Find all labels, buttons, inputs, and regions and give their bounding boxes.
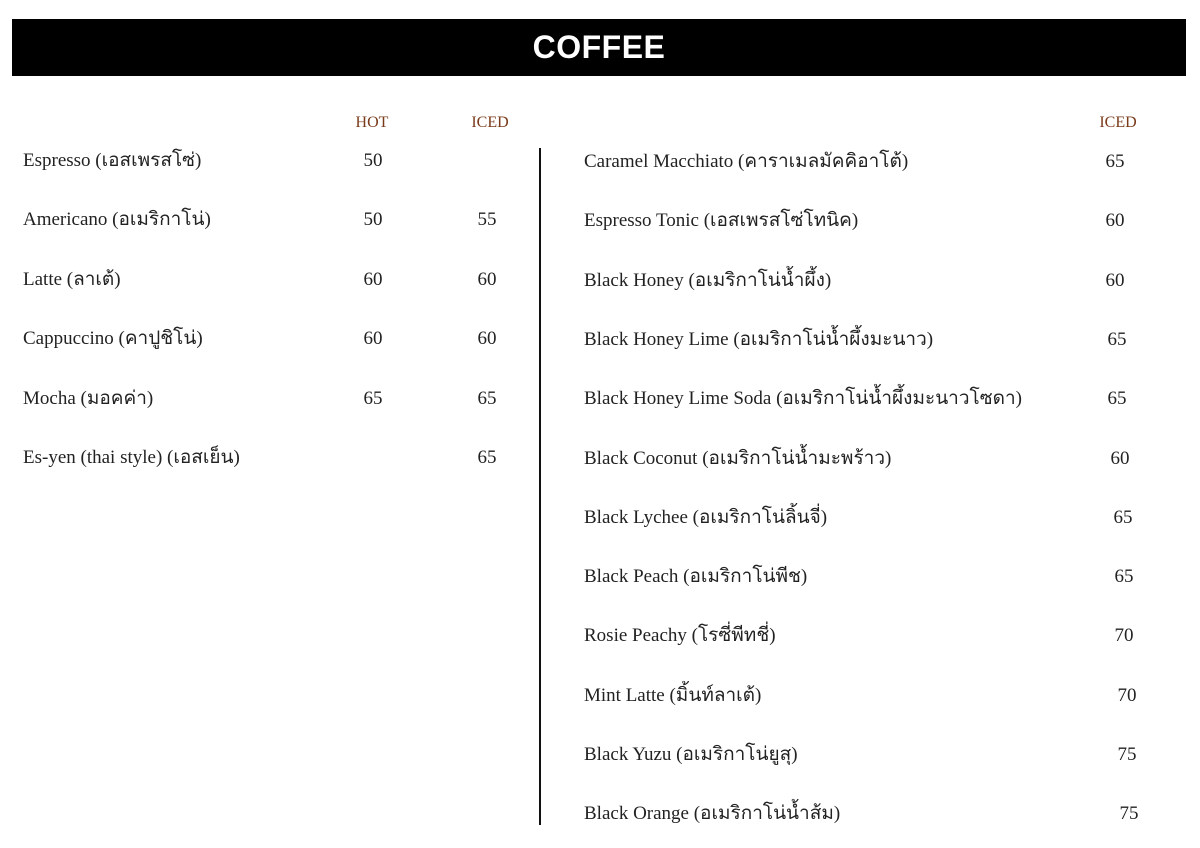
hot-price: 60: [363, 328, 383, 350]
item-name: Rosie Peachy (โรซี่พีทชี่): [584, 625, 776, 647]
iced-price: 75: [1117, 744, 1137, 765]
menu-row: [0, 147, 1200, 177]
iced-price: 60: [477, 328, 497, 350]
item-name: Espresso (เอสเพรสโซ่): [23, 150, 202, 171]
iced-price: 60: [1110, 447, 1130, 469]
item-name: Caramel Macchiato (คาราเมลมัคคิอาโต้): [584, 151, 909, 172]
iced-price: 65: [1113, 506, 1133, 528]
iced-price: 70: [1114, 625, 1134, 647]
iced-price: 75: [1119, 803, 1139, 825]
item-name: Espresso Tonic (เอสเพรสโซ่โทนิค): [584, 210, 859, 232]
hot-price: 50: [363, 150, 383, 171]
iced-price: 65: [477, 447, 497, 468]
hot-price: 50: [363, 209, 383, 231]
iced-price: 65: [1114, 566, 1134, 588]
menu-row: [0, 562, 1200, 592]
menu-row: [0, 266, 1200, 296]
menu-row: [0, 384, 1200, 414]
item-name: Latte (ลาเต้): [23, 268, 121, 290]
iced-price: 60: [1105, 210, 1125, 232]
menu-row: [0, 325, 1200, 355]
iced-price: 55: [477, 209, 497, 231]
menu-row: [0, 621, 1200, 651]
menu-row: [0, 740, 1200, 770]
item-name: Black Honey (อเมริกาโน่น้ำผึ้ง): [584, 269, 832, 291]
item-name: Black Honey Lime Soda (อเมริกาโน่น้ำผึ้งมะนาวโซดา): [584, 388, 1022, 410]
title-banner: [12, 19, 1186, 76]
item-name: Black Yuzu (อเมริกาโน่ยูสุ): [584, 744, 798, 765]
menu-row: [0, 799, 1200, 829]
menu-row: [0, 206, 1200, 236]
iced-price: 65: [1105, 151, 1125, 172]
iced-price: 65: [477, 387, 497, 409]
menu-row: [0, 681, 1200, 711]
item-name: Black Orange (อเมริกาโน่น้ำส้ม): [584, 803, 841, 825]
iced-price: 65: [1107, 388, 1127, 410]
iced-price: 65: [1107, 328, 1127, 350]
page-title: COFFEE: [532, 29, 666, 65]
item-name: Mocha (มอคค่า): [23, 387, 154, 409]
item-name: Mint Latte (มิ้นท์ลาเต้): [584, 684, 762, 706]
item-name: Black Honey Lime (อเมริกาโน่น้ำผึ้งมะนาว): [584, 328, 934, 350]
item-name: Cappuccino (คาปูชิโน่): [23, 328, 203, 350]
hot-price: 65: [363, 387, 383, 409]
left-iced-header: ICED: [471, 114, 509, 131]
column-divider: [539, 148, 541, 825]
menu-row: [0, 444, 1200, 474]
iced-price: 70: [1117, 684, 1137, 706]
right-iced-header: ICED: [1099, 114, 1137, 131]
item-name: Es-yen (thai style) (เอสเย็น): [23, 447, 240, 468]
item-name: Black Coconut (อเมริกาโน่น้ำมะพร้าว): [584, 447, 892, 469]
iced-price: 60: [1105, 269, 1125, 291]
left-hot-header: HOT: [355, 114, 389, 131]
menu-row: [0, 503, 1200, 533]
item-name: Black Peach (อเมริกาโน่พีช): [584, 566, 808, 588]
iced-price: 60: [477, 268, 497, 290]
hot-price: 60: [363, 268, 383, 290]
item-name: Americano (อเมริกาโน่): [23, 209, 211, 231]
item-name: Black Lychee (อเมริกาโน่ลิ้นจี่): [584, 506, 828, 528]
